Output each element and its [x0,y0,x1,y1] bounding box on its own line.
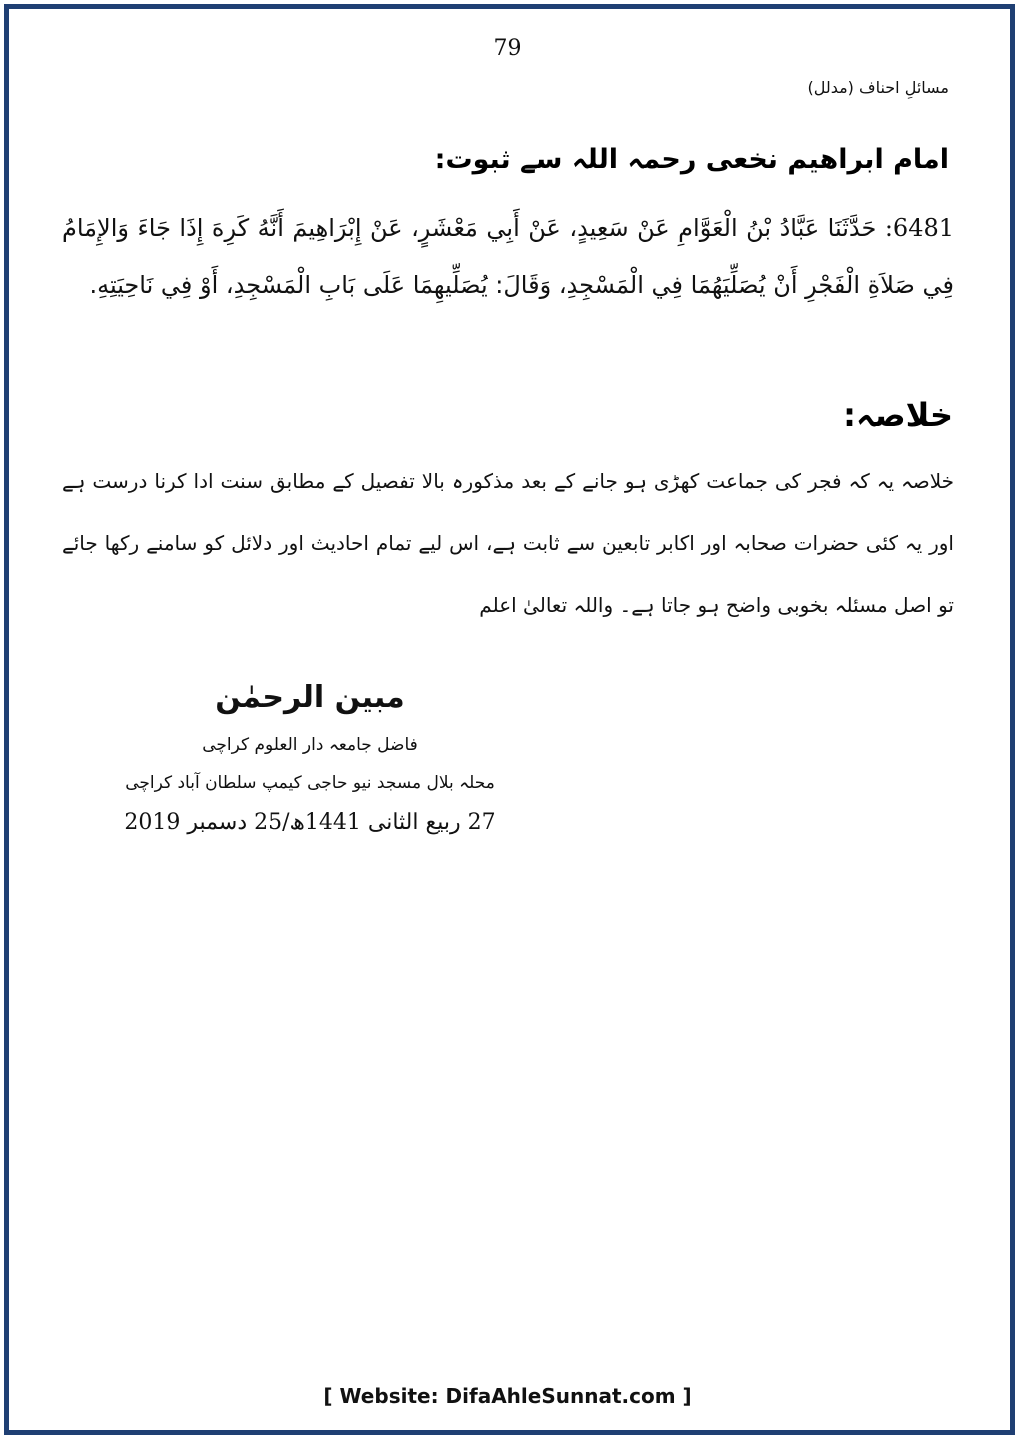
page-number: 79 [493,36,522,61]
signature-block [120,670,500,844]
summary-heading: خلاصہ: [843,396,953,434]
signature-institution: فاضل جامعہ دار العلوم کراچی [202,735,418,755]
hadith-arabic: حَدَّثَنَا عَبَّادُ بْنُ الْعَوَّامِ عَنْ سَعِيدٍ، عَنْ أَبِي مَعْشَرٍ، عَنْ إِبْرَاهِيمَ أَنَّهُ كَرِهَ إِذَا جَاءَ وَالإِمَامُ فِي صَلاَةِ الْفَجْرِ أَنْ يُصَلِّيَهُمَا فِي الْمَسْجِدِ، وَقَالَ: يُصَلِّيهِمَا عَلَى بَابِ الْمَسْجِدِ، أَوْ فِي نَاحِيَتِهِ. [62,214,954,299]
website-footer: [ Website: DifaAhleSunnat.com ] [323,1384,692,1408]
signature-date: 27 ربیع الثانی 1441ھ/25 دسمبر 2019 [124,810,496,835]
hadith-text [62,200,954,314]
signature-name: مبین الرحمٰن [215,680,405,715]
signature-address: محلہ بلال مسجد نیو حاجی کیمپ سلطان آباد کراچی [125,773,495,793]
summary-text: خلاصہ یہ کہ فجر کی جماعت کھڑی ہو جانے کے بعد مذکورہ بالا تفصیل کے مطابق سنت ادا کرنا درست ہے اور یہ کئی حضرات صحابہ اور اکابر تابعین سے ثابت ہے، اس لیے تمام احادیث اور دلائل کو سامنے رکھا جائے تو اصل مسئلہ بخوبی واضح ہو جاتا ہے۔ واللہ تعالیٰ اعلم [62,469,954,617]
book-title: مسائلِ احناف (مدلل) [807,78,949,97]
section-heading: امام ابراھیم نخعی رحمہ اللہ سے ثبوت: [434,144,949,175]
hadith-number: 6481: [884,214,954,242]
